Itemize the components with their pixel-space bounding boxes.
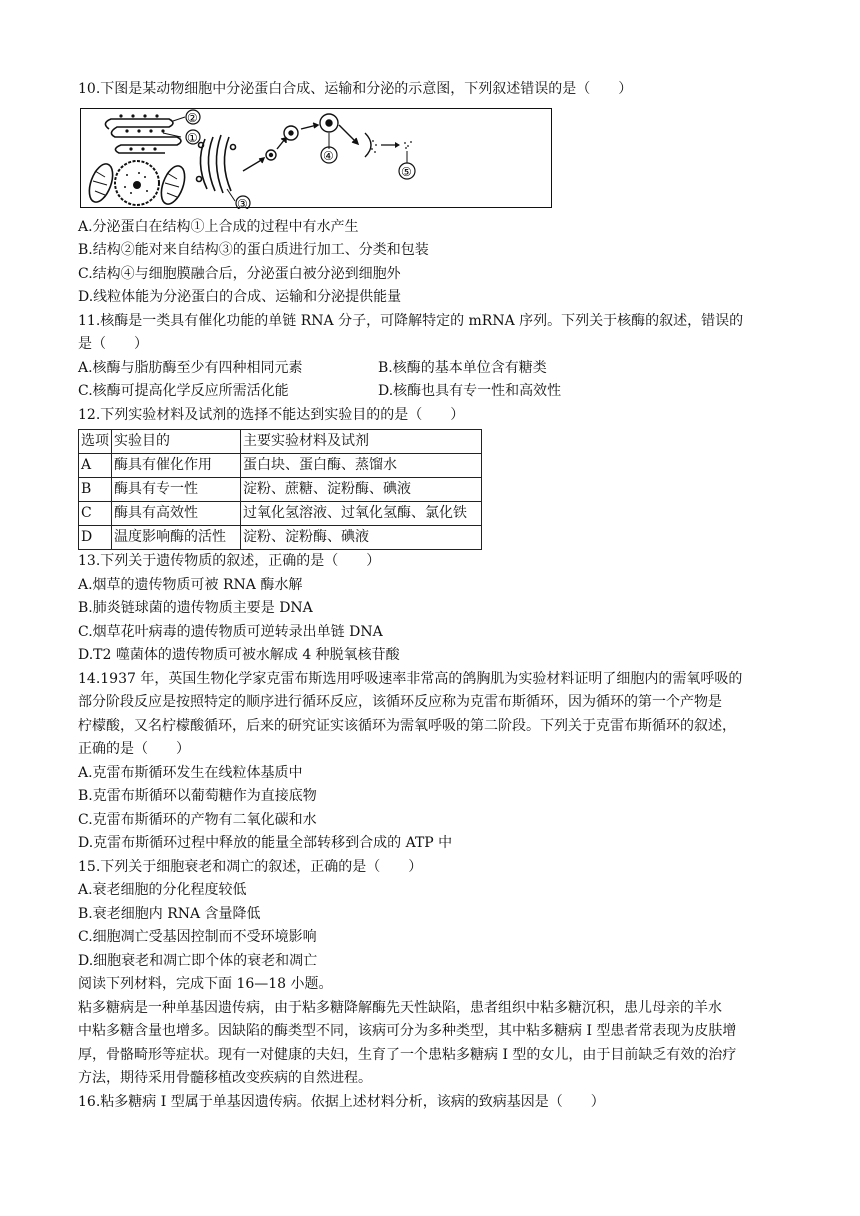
question-15: [78, 856, 786, 974]
label-2: ②: [187, 110, 198, 125]
option-a: A.核酶与脂肪酶至少有四种相同元素: [78, 359, 303, 376]
option-c: C.克雷布斯循环的产物有二氧化碳和水: [78, 811, 317, 828]
option-c: C.细胞凋亡受基因控制而不受环境影响: [78, 929, 317, 945]
table-cell: 蛋白块、蛋白酶、蒸馏水: [241, 454, 482, 478]
experiment-table: [78, 429, 482, 550]
label-3: ③: [237, 196, 248, 209]
table-cell: A: [79, 454, 112, 478]
option-b: B.肺炎链球菌的遗传物质主要是 DNA: [78, 600, 313, 616]
question-16: [78, 1091, 786, 1115]
option-b: B.衰老细胞内 RNA 含量降低: [78, 905, 261, 922]
table-row: [79, 526, 482, 550]
option-a: A.分泌蛋白在结构①上合成的过程中有水产生: [78, 218, 359, 235]
cell-diagram-svg: [81, 109, 553, 209]
table-row: [79, 454, 482, 478]
question-stem-cont: 柠檬酸，又名柠檬酸循环，后来的研究证实该循环为需氧呼吸的第二阶段。下列关于克雷布斯循环的叙述，: [78, 717, 736, 734]
option-d: D.克雷布斯循环过程中释放的能量全部转移到合成的 ATP 中: [78, 835, 453, 851]
table-cell: 淀粉、蔗糖、淀粉酶、碘液: [241, 478, 482, 502]
table-row: [79, 502, 482, 526]
option-a: A.烟草的遗传物质可被 RNA 酶水解: [78, 576, 303, 593]
table-cell: 酶具有高效性: [112, 502, 241, 526]
table-row: [79, 478, 482, 502]
rough-er-shape: [105, 114, 181, 153]
question-stem-cont: 正确的是（ ）: [78, 741, 190, 757]
question-stem: 14.1937 年，英国生物化学家克雷布斯选用呼吸速率非常高的鸽胸肌为实验材料证明了细胞内的需氧呼吸的: [78, 670, 743, 687]
question-11: [78, 310, 786, 404]
golgi-shape: [197, 135, 236, 193]
label-1: ①: [187, 130, 198, 145]
question-stem-cont: 是（ ）: [78, 336, 148, 352]
option-c: C.烟草花叶病毒的遗传物质可逆转录出单链 DNA: [78, 623, 383, 640]
question-13: [78, 550, 786, 668]
option-b: B.核酶的基本单位含有糖类: [378, 359, 547, 376]
option-d: D.细胞衰老和凋亡即个体的衰老和凋亡: [78, 952, 318, 969]
option-a: A.衰老细胞的分化程度较低: [78, 882, 247, 898]
question-stem: 10.下图是某动物细胞中分泌蛋白合成、运输和分泌的示意图，下列叙述错误的是（ ）: [78, 81, 633, 97]
option-a: A.克雷布斯循环发生在线粒体基质中: [78, 764, 303, 781]
reading-paragraph-line: 方法，期待采用骨髓移植改变疾病的自然进程。: [78, 1070, 372, 1086]
table-cell: D: [79, 526, 112, 550]
reading-intro: 阅读下列材料，完成下面 16—18 小题。: [78, 976, 333, 992]
exocytosis-shape: [365, 133, 412, 157]
question-stem: 11.核酶是一类具有催化功能的单链 RNA 分子，可降解特定的 mRNA 序列。下列关于核酶的叙述，错误的: [78, 312, 744, 329]
option-b: B.克雷布斯循环以葡萄糖作为直接底物: [78, 788, 317, 804]
label-5: ⑤: [401, 164, 412, 179]
question-10: [78, 78, 786, 310]
question-stem: 15.下列关于细胞衰老和凋亡的叙述，正确的是（ ）: [78, 858, 423, 875]
reading-paragraph-line: 厚，骨骼畸形等症状。现有一对健康的夫妇，生育了一个患粘多糖病 I 型的女儿，由于目前缺乏有效的治疗: [78, 1046, 737, 1063]
table-header: 实验目的: [112, 430, 241, 454]
table-cell: B: [79, 478, 112, 502]
table-cell: 过氧化氢溶液、过氧化氢酶、氯化铁: [241, 502, 482, 526]
option-d: D.T2 噬菌体的遗传物质可被水解成 4 种脱氧核苷酸: [78, 647, 400, 663]
option-b: B.结构②能对来自结构③的蛋白质进行加工、分类和包装: [78, 242, 429, 258]
question-12: [78, 404, 786, 551]
question-stem: 16.粘多糖病 I 型属于单基因遗传病。依据上述材料分析，该病的致病基因是（ ）: [78, 1093, 605, 1110]
reading-paragraph-line: 粘多糖病是一种单基因遗传病，由于粘多糖降解酶先天性缺陷，患者组织中粘多糖沉积，患儿母亲的羊水: [78, 999, 722, 1016]
question-14: [78, 668, 786, 856]
option-c: C.结构④与细胞膜融合后，分泌蛋白被分泌到细胞外: [78, 265, 401, 282]
question-stem: 13.下列关于遗传物质的叙述，正确的是（ ）: [78, 553, 381, 569]
vesicle-path: [243, 114, 358, 171]
table-cell: 酶具有专一性: [112, 478, 241, 502]
table-header: 主要实验材料及试剂: [241, 430, 482, 454]
option-c: C.核酶可提高化学反应所需活化能: [78, 383, 289, 399]
table-cell: C: [79, 502, 112, 526]
secretory-protein-diagram: [80, 108, 552, 208]
nucleus-shape: [115, 161, 159, 205]
table-cell: 淀粉、淀粉酶、碘液: [241, 526, 482, 550]
table-cell: 温度影响酶的活性: [112, 526, 241, 550]
table-cell: 酶具有催化作用: [112, 454, 241, 478]
exam-page: [78, 78, 786, 1114]
option-d: D.核酶也具有专一性和高效性: [378, 383, 562, 399]
table-header-row: [79, 430, 482, 454]
reading-material: [78, 973, 786, 1091]
reading-paragraph-line: 中粘多糖含量也增多。因缺陷的酶类型不同，该病可分为多种类型，其中粘多糖病 I 型患者常表现为皮肤增: [78, 1023, 737, 1039]
question-stem-cont: 部分阶段反应是按照特定的顺序进行循环反应，该循环反应称为克雷布斯循环，因为循环的第一个产物是: [78, 694, 722, 710]
option-d: D.线粒体能为分泌蛋白的合成、运输和分泌提供能量: [78, 289, 402, 305]
question-stem: 12.下列实验材料及试剂的选择不能达到实验目的的是（ ）: [78, 406, 465, 423]
label-4: ④: [323, 148, 334, 163]
table-header: 选项: [79, 430, 112, 454]
